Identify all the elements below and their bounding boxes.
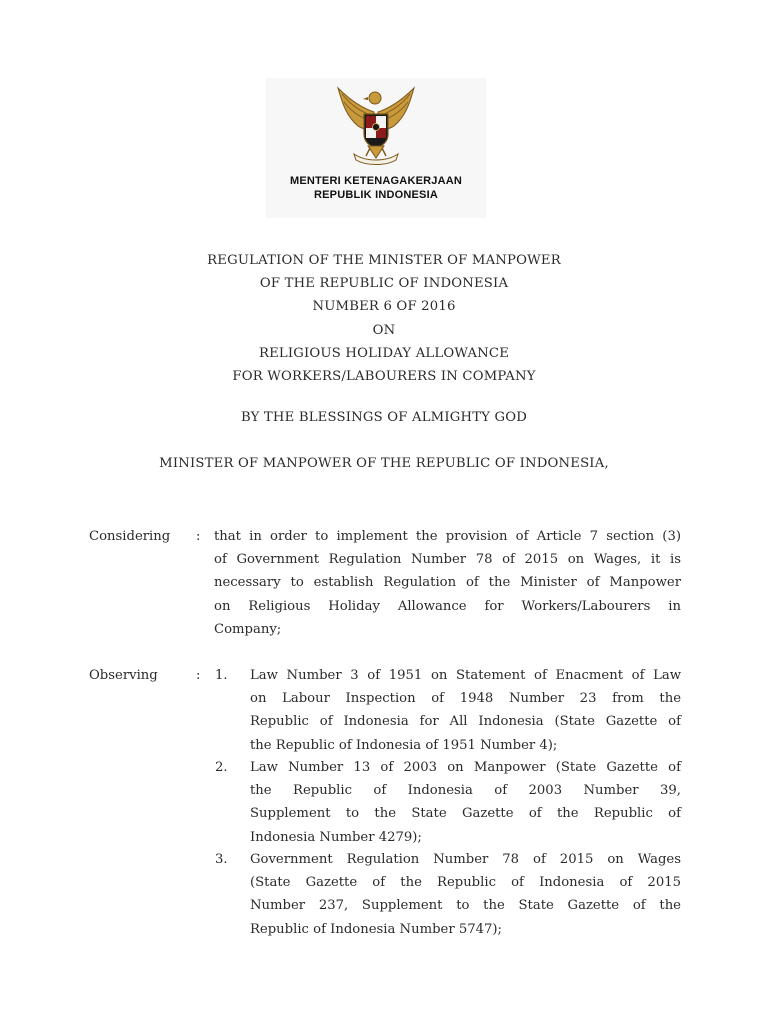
observing-item [250, 848, 681, 941]
observing-item [250, 664, 681, 757]
considering-line: necessary to establish Regulation of the Minister of Manpower [214, 575, 681, 591]
item-line: Number 237, Supplement to the State Gazette of the [250, 898, 681, 914]
title-line-1: REGULATION OF THE MINISTER OF MANPOWER [207, 253, 561, 268]
item-line: (State Gazette of the Republic of Indonesia of 2015 [250, 875, 681, 891]
title-line-2: OF THE REPUBLIC OF INDONESIA [259, 276, 509, 292]
item-line: Republic of Indonesia for All Indonesia (State Gazette of [250, 714, 681, 730]
considering-line: that in order to implement the provision of Article 7 section (3) [214, 529, 681, 544]
title-line-3: NUMBER 6 OF 2016 [312, 299, 456, 315]
title-line-4: ON [372, 322, 396, 338]
title-line-5: RELIGIOUS HOLIDAY ALLOWANCE [258, 345, 510, 361]
item-number: 1. [215, 668, 228, 683]
item-line: Supplement to the State Gazette of the Republic of [250, 806, 681, 822]
item-line: the Republic of Indonesia of 1951 Number 4); [250, 737, 558, 753]
title-line-6: FOR WORKERS/LABOURERS IN COMPANY [232, 369, 536, 385]
considering-line: Company; [214, 621, 282, 637]
item-line: Law Number 13 of 2003 on Manpower (State Gazette of [250, 760, 681, 775]
item-line: Indonesia Number 4279); [250, 829, 422, 845]
letterhead [266, 78, 486, 218]
republic-name: REPUBLIK INDONESIA [314, 189, 438, 201]
observing-colon: : [196, 668, 201, 683]
minister-line: MINISTER OF MANPOWER OF THE REPUBLIC OF INDONESIA, [159, 456, 609, 471]
garuda-emblem-icon [328, 82, 424, 168]
considering-colon: : [196, 529, 201, 544]
item-line: Law Number 3 of 1951 on Statement of Enacment of Law [250, 668, 681, 683]
item-line: on Labour Inspection of 1948 Number 23 from the [250, 691, 681, 707]
considering-text [214, 525, 681, 641]
ministry-name: MENTERI KETENAGAKERJAAN [289, 175, 463, 187]
item-line: the Republic of Indonesia of 2003 Number 39, [250, 783, 681, 799]
item-number: 3. [215, 852, 228, 867]
considering-label: Considering [89, 529, 171, 544]
blessing-line: BY THE BLESSINGS OF ALMIGHTY GOD [240, 410, 528, 425]
regulation-title [0, 249, 768, 388]
item-line: Republic of Indonesia Number 5747); [250, 921, 502, 937]
item-line: Government Regulation Number 78 of 2015 on Wages [250, 852, 681, 867]
observing-label: Observing [89, 668, 158, 683]
item-number: 2. [215, 760, 228, 775]
considering-line: on Religious Holiday Allowance for Workers/Labourers in [214, 598, 681, 614]
observing-item [250, 756, 681, 849]
considering-line: of Government Regulation Number 78 of 2015 on Wages, it is [214, 552, 681, 568]
